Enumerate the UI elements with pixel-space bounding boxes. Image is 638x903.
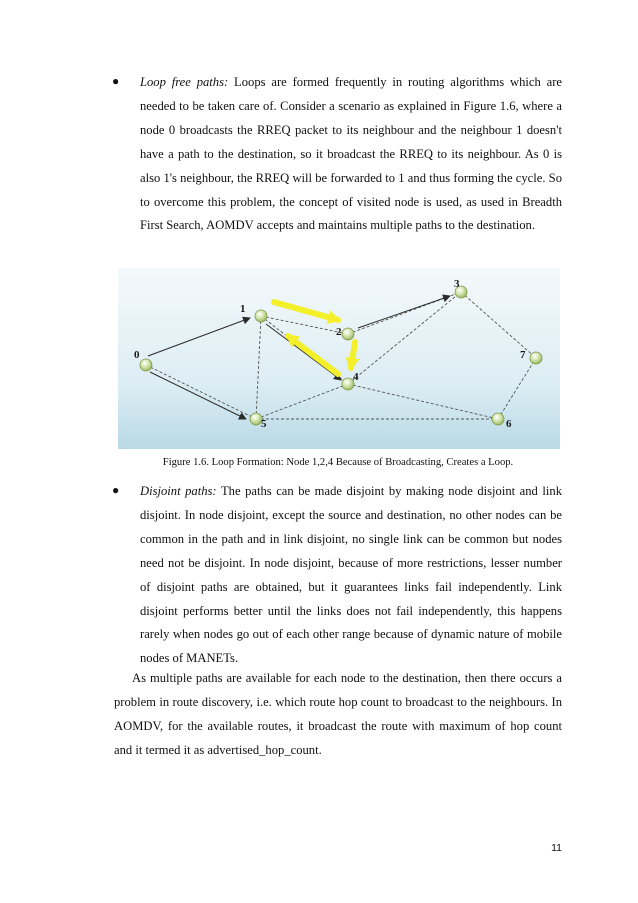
node-7 (530, 352, 542, 364)
network-diagram (118, 268, 560, 449)
term-label: Disjoint paths: (140, 484, 217, 498)
bullet-text (140, 71, 562, 238)
term-description: The paths can be made disjoint by making node disjoint and link disjoint. In node disjoint, except the source and destination, no other nodes can be common in the path and in link disjoint, no single link can be common but nodes need not be disjoint. In node disjoint, because of more restrictions, lesser number of disjoint paths are obtained, but it guarantees links fail independently. Link disjoint performs better until the links does not fail independently, this happens rarely when nodes go out of each other range because of dynamic nature of mobile nodes of MANETs. (140, 484, 562, 666)
term-label: Loop free paths: (140, 75, 229, 89)
term-description: Loops are formed frequently in routing algorithms which are needed to be taken care of. Consider a scenario as explained in Figure 1.6, where a node 0 broadcasts the RREQ packet to its neighbour and the neighbour 1 doesn't have a path to the destination, so it broadcast the RREQ to its neighbour. As 0 is also 1's neighbour, the RREQ will be forwarded to 1 and thus forming the cycle. So to overcome this problem, the concept of visited node is used, as used in Breadth First Search, AOMDV accepts and maintains multiple paths to the destination. (140, 75, 562, 233)
figure-loop-formation (118, 268, 560, 449)
bullet-marker: ● (112, 483, 120, 497)
node-label-0: 0 (134, 349, 140, 361)
bullet-loop-free-paths (114, 71, 562, 238)
node-2 (342, 328, 354, 340)
node-label-2: 2 (336, 326, 342, 338)
node-label-3: 3 (454, 278, 460, 290)
page-number: 11 (551, 842, 562, 854)
loop-arrow-2-4 (351, 342, 355, 368)
bullet-disjoint-paths (114, 480, 562, 671)
node-label-7: 7 (520, 349, 526, 361)
paragraph-text: As multiple paths are available for each node to the destination, then there occurs a problem in route discovery, i.e. which route hop count to broadcast to the neighbours. In AOMDV, for the available routes, it broadcast the route with maximum of hop count and it termed it as advertised_hop_count. (114, 671, 562, 758)
node-0 (140, 359, 152, 371)
bullet-marker: ● (112, 74, 120, 88)
node-6 (492, 413, 504, 425)
node-label-1: 1 (240, 303, 246, 315)
figure-caption: Figure 1.6. Loop Formation: Node 1,2,4 Because of Broadcasting, Creates a Loop. (162, 457, 514, 468)
node-label-5: 5 (261, 418, 267, 430)
bullet-text (140, 480, 562, 671)
node-1 (255, 310, 267, 322)
body-paragraph (114, 666, 562, 762)
node-label-4: 4 (353, 371, 359, 383)
node-label-6: 6 (506, 418, 512, 430)
